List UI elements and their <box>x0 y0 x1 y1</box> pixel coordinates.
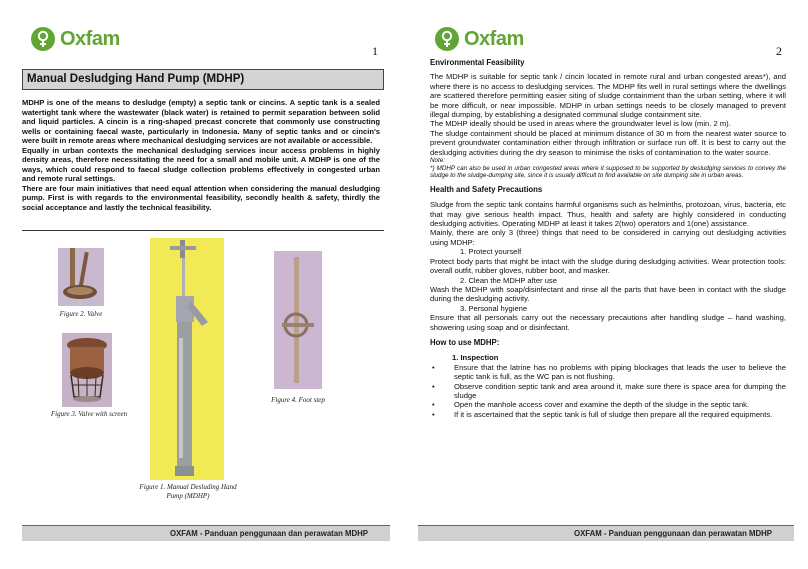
valve-photo <box>58 248 104 306</box>
how-step-inspection: 1. Inspection <box>452 353 499 363</box>
valve-with-screen-photo <box>62 333 112 407</box>
figure-3-caption: Figure 3. Valve with screen <box>50 410 128 418</box>
intro-paragraph: There are four main initiatives that need equal attention when considering the manual desludging pump. First is with regards to the environmental feasibility, secondly health & safety, thirdly the social acceptance and lastly the technical feasibility. <box>22 183 380 212</box>
section-divider <box>22 230 384 231</box>
hs-item-3: 3. Personal hygiene <box>460 303 528 313</box>
env-paragraph: The MDHP is suitable for septic tank / cincin located in remote rural and urban congested areas*), and where there is no access to desludging services. The MDHP fits well in rural settings where the dwellings are scattered therefore permitting easier siting of sludge containment than the urban setting, where it will be more difficult, or near impossible. MDHP in urban settings needs to be closely managed to prevent illegal dumping, by establishing a designated communal sludge containment site. <box>430 72 786 120</box>
bullet-icon: • <box>432 362 435 372</box>
hs-paragraph: Mainly, there are only 3 (three) things that need to be considered in carrying out desludging activities using MDHP: <box>430 228 786 247</box>
page-number: 1 <box>372 44 378 58</box>
page-footer: OXFAM - Panduan penggunaan dan perawatan MDHP <box>22 525 390 541</box>
list-item <box>430 363 786 382</box>
list-item-text: Observe condition septic tank and area around it, make sure there is space area for dumping the sludge <box>454 381 786 400</box>
intro-paragraph: Equally in urban contexts the mechanical desludging services incur access problems in highly density areas, therefore necessitating the need for a small and mobile unit. A MDHP is one of the ways, which could respond to faecal sludge collection problems effectively in congested urban and remote rural settings. <box>22 145 380 183</box>
bullet-icon: • <box>432 409 435 419</box>
oxfam-logo-icon <box>434 26 460 52</box>
list-item <box>430 400 786 409</box>
hs-item-1: 1. Protect yourself <box>460 247 522 257</box>
page-number: 2 <box>776 44 782 58</box>
intro-paragraph: MDHP is one of the means to desludge (empty) a septic tank or cincins. A septic tank is a sealed watertight tank where the wastewater (black water) is retained to permit separation between solid and liquid particles. A cincin is a ring-shaped precast concrete that commonly use constructing wells or containing faecal waste, particularly in Indonesia. Many of septic tanks and or cincin's were built in remote areas where mechanical desludging services are not available or accessible. <box>22 98 380 145</box>
list-item <box>430 410 786 419</box>
bullet-icon: • <box>432 381 435 391</box>
document-title: Manual Desludging Hand Pump (MDHP) <box>22 69 384 90</box>
hs-item-1-text: Protect body parts that might be intact with the sludge during desludging activities. Wear protection tools: overall outfit, rubber gloves, rubber boot, and masker. <box>430 256 786 276</box>
intro-text <box>22 98 380 212</box>
section-heading-environmental: Environmental Feasibility <box>430 58 525 67</box>
oxfam-logo-text: Oxfam <box>60 27 120 50</box>
figure-1-caption: Figure 1. Manual Desluding Hand Pump (MDHP) <box>139 483 237 500</box>
list-item-text: Ensure that the latrine has no problems with piping blockages that leads the user to believe the septic tank is full, as the WC pan is not flushing. <box>454 362 786 382</box>
note-label: Note: <box>430 157 446 165</box>
hs-paragraph: Sludge from the septic tank contains harmful organisms such as helminths, protozoan, virus, bacteria, etc that may give serious health impact. Thus, health and safety are highly considered in conducting desludging activities. Operating MDHP at least it takes 2(two) operators and 1(one) assistance. <box>430 200 786 229</box>
oxfam-logo <box>30 26 120 52</box>
mdhp-pump-photo <box>150 238 224 480</box>
hs-item-3-text: Ensure that all personals carry out the necessary precautions after handling sludge – hand washing, showering using soap and or disinfectant. <box>430 313 786 332</box>
oxfam-logo-text: Oxfam <box>464 27 524 50</box>
figure-4-caption: Figure 4. Foot step <box>271 396 325 404</box>
page-2 <box>404 0 808 569</box>
env-paragraph: The sludge containment should be placed at minimum distance of 30 m from the nearest water source to prevent groundwater contamination either through infiltration or surface run off. It is best to carry out the desludging activities during the dry season to minimise the risks of contamination to the water source. <box>430 128 786 157</box>
note-text: *) MDHP can also be used in urban congested areas where it supposed to be supported by desludging services to convey the sludge to the sludge-dumping site, since it is usually difficult to find available on site dumping site in urban areas. <box>430 164 786 180</box>
foot-step-photo <box>274 251 322 389</box>
hs-item-2: 2. Clean the MDHP after use <box>460 275 557 285</box>
env-paragraph: The MDHP ideally should be used in areas where the groundwater level is low (min. 2 m). <box>430 119 731 129</box>
bullet-icon: • <box>432 400 435 410</box>
list-item-text: If it is ascertained that the septic tank is full of sludge then prepare all the required equipments. <box>454 409 773 419</box>
list-item-text: Open the manhole access cover and examine the depth of the sludge in the septic tank. <box>454 400 750 410</box>
section-heading-health-safety: Health and Safety Precautions <box>430 184 543 194</box>
section-heading-how-to-use: How to use MDHP: <box>430 337 500 347</box>
list-item <box>430 382 786 401</box>
oxfam-logo <box>434 26 524 52</box>
page-footer: OXFAM - Panduan penggunaan dan perawatan MDHP <box>418 525 794 541</box>
hs-item-2-text: Wash the MDHP with soap/disinfectant and rinse all the parts that have been in contact with the sludge during the desludging activity. <box>430 284 786 304</box>
figure-2-caption: Figure 2. Valve <box>59 310 103 318</box>
oxfam-logo-icon <box>30 26 56 52</box>
page-2-body <box>430 58 786 419</box>
